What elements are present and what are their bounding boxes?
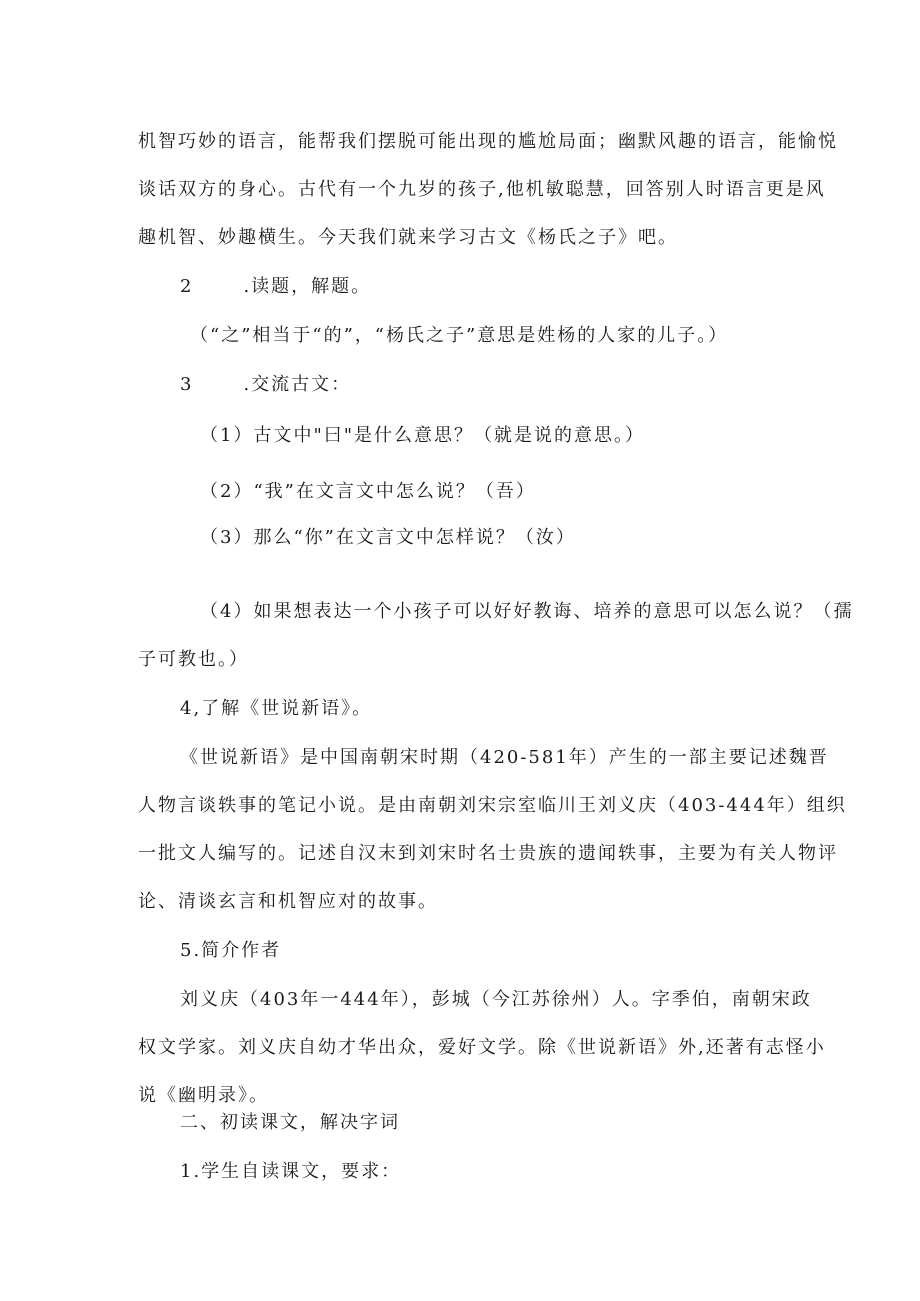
step3-question-2: （2）“我”在文言文中怎么说？（吾） — [200, 481, 536, 502]
step3-question-1: （1）古文中"曰"是什么意思？（就是说的意思。） — [200, 425, 646, 446]
step4-line-3: 一批文人编写的。记述自汉末到刘宋时名士贵族的遗闻轶事，主要为有关人物评 — [138, 843, 838, 864]
step3-heading — [180, 373, 351, 397]
step3-question-4-line-2: 子可教也。） — [138, 649, 249, 670]
step5-line-2: 权文学家。刘义庆自幼才华出众，爱好文学。除《世说新语》外,还著有志怪小 — [138, 1037, 826, 1058]
step2-number: 2 — [180, 276, 194, 297]
intro-line-2: 谈话双方的身心。古代有一个九岁的孩子,他机敏聪慧，回答别人时语言更是风 — [138, 179, 826, 200]
step2-note: （“之”相当于“的”，“杨氏之子”意思是姓杨的人家的儿子。） — [190, 325, 729, 346]
step4-heading: 4,了解《世说新语》。 — [180, 698, 373, 719]
step4-line-1: 《世说新语》是中国南朝宋时期（420-581年）产生的一部主要记述魏晋 — [180, 747, 829, 768]
step3-question-4-line-1: （4）如果想表达一个小孩子可以好好教诲、培养的意思可以怎么说？（孺 — [200, 601, 854, 622]
step5-line-3: 说《幽明录》。 — [138, 1085, 269, 1106]
step5-line-1: 刘义庆（403年一444年），彭城（今江苏徐州）人。字季伯，南朝宋政 — [180, 989, 812, 1010]
step5-heading: 5.简介作者 — [180, 940, 282, 961]
item1-text: 1.学生自读课文，要求： — [180, 1161, 402, 1182]
step3-question-3: （3）那么“你”在文言文中怎样说？（汝） — [200, 527, 576, 548]
step3-number: 3 — [180, 374, 194, 395]
step2-heading — [180, 275, 371, 299]
step4-line-2: 人物言谈轶事的笔记小说。是由南朝刘宋宗室临川王刘义庆（403-444年）组织 — [138, 795, 847, 816]
intro-line-1: 机智巧妙的语言，能帮我们摆脱可能出现的尴尬局面；幽默风趣的语言，能愉悦 — [138, 131, 838, 152]
step2-title: .读题，解题。 — [243, 276, 372, 297]
intro-line-3: 趣机智、妙趣横生。今天我们就来学习古文《杨氏之子》吧。 — [138, 227, 678, 248]
section2-heading: 二、初读课文，解决字词 — [180, 1112, 400, 1133]
step4-line-4: 论、清谈玄言和机智应对的故事。 — [138, 891, 438, 912]
step3-title: .交流古文： — [243, 374, 352, 395]
